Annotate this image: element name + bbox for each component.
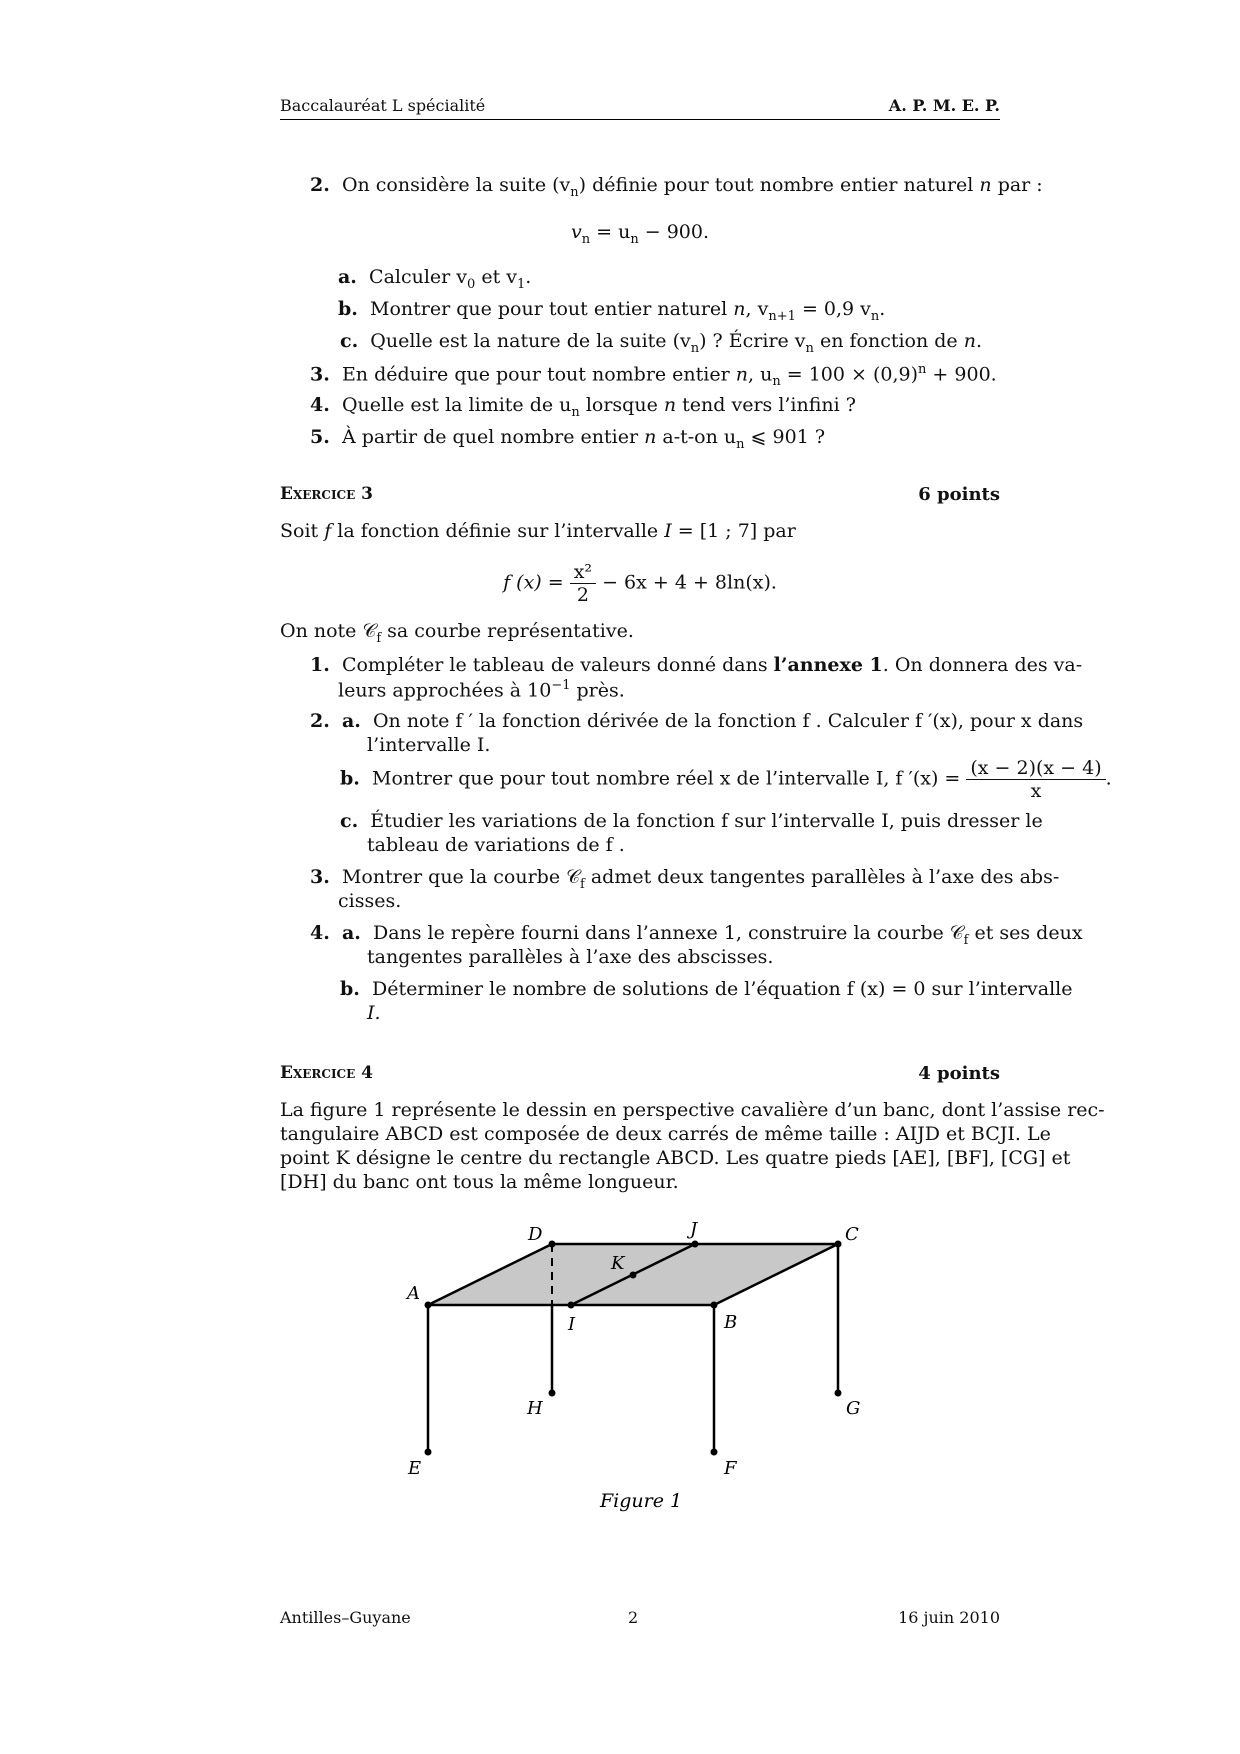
ex3-q4a-line1: 4. a. Dans le repère fourni dans l’annexe 1, construire la courbe 𝒞$_f$ et ses deux: [310, 922, 1083, 948]
point-G: [835, 1390, 842, 1397]
ex4-para-line1: La figure 1 représente le dessin en perspective cavalière d’un banc, dont l’assise rec-: [280, 1099, 1105, 1121]
q3: 3. En déduire que pour tout nombre entier n, $u_n = 100 \times (0,9)^n + 900$.: [310, 362, 997, 390]
ex3-q2c-line2: tableau de variations de f .: [367, 834, 625, 856]
label-I: I: [568, 1314, 576, 1335]
ex3-note: On note 𝒞$_f$ sa courbe représentative.: [280, 620, 634, 646]
label-J: J: [690, 1219, 698, 1240]
ex4-para-line3: point K désigne le centre du rectangle ABCD. Les quatre pieds [AE], [BF], [CG] et: [280, 1147, 1071, 1169]
point-K: [630, 1272, 637, 1279]
point-B: [711, 1302, 718, 1309]
q2b: b. Montrer que pour tout entier naturel n, $v_{n+1} = 0,9$ $v_n$.: [338, 298, 886, 324]
point-J: [692, 1241, 699, 1248]
bench-figure: [0, 1200, 1240, 1560]
label-D: D: [528, 1224, 543, 1245]
ex4-para-line2: tangulaire ABCD est composée de deux carrés de même taille : AIJD et BCJI. Le: [280, 1123, 1051, 1145]
ex3-q2a-line2: l’intervalle I.: [367, 734, 491, 756]
label-B: B: [724, 1312, 738, 1333]
q5: 5. À partir de quel nombre entier n a-t-on $u_n$ ⩽ 901 ?: [310, 426, 826, 452]
footer-page-number: 2: [628, 1608, 639, 1627]
ex3-q4b-line2: I.: [367, 1002, 381, 1024]
ex4-points: 4 points: [918, 1063, 1000, 1084]
point-A: [425, 1302, 432, 1309]
ex3-q1-line1: 1. Compléter le tableau de valeurs donné dans l’annexe 1. On donnera des va-: [310, 654, 1083, 676]
point-C: [835, 1241, 842, 1248]
ex3-q4b-line1: b. Déterminer le nombre de solutions de l’équation f (x) = 0 sur l’intervalle: [340, 978, 1073, 1000]
q4: 4. Quelle est la limite de $u_n$ lorsque n tend vers l’infini ?: [310, 394, 856, 420]
point-D: [549, 1241, 556, 1248]
label-F: F: [724, 1458, 737, 1479]
label-C: C: [845, 1224, 859, 1245]
ex3-q3-line1: 3. Montrer que la courbe 𝒞$_f$ admet deux tangentes parallèles à l’axe des abs-: [310, 866, 1060, 892]
q2a: a. Calculer $v_0$ et $v_1$.: [338, 266, 532, 292]
q2c: c. Quelle est la nature de la suite $(v_n)$ ? Écrire $v_n$ en fonction de n.: [340, 330, 983, 356]
ex4-para-line4: [DH] du banc ont tous la même longueur.: [280, 1171, 679, 1193]
ex3-intro: Soit f la fonction définie sur l’intervalle I = [1 ; 7] par: [280, 520, 796, 542]
ex3-q3-line2: cisses.: [338, 890, 402, 912]
q2-intro: 2. On considère la suite $(v_n)$ définie pour tout nombre entier naturel n par :: [310, 174, 1043, 200]
point-H: [549, 1390, 556, 1397]
ex3-points: 6 points: [918, 484, 1000, 505]
label-G: G: [846, 1398, 861, 1419]
footer-date: 16 juin 2010: [898, 1608, 1000, 1627]
figure-caption: Figure 1: [600, 1490, 683, 1512]
ex3-q2b: b. Montrer que pour tout nombre réel x de l’intervalle I, f ′(x) = $\frac{(x - 2)(x - 4)}{x}$ .: [340, 757, 1112, 802]
ex3-q2c-line1: c. Étudier les variations de la fonction f sur l’intervalle I, puis dresser le: [340, 810, 1043, 832]
header-publisher: A. P. M. E. P.: [888, 96, 1000, 115]
label-E: E: [408, 1458, 422, 1479]
point-F: [711, 1449, 718, 1456]
point-E: [425, 1449, 432, 1456]
label-H: H: [527, 1398, 543, 1419]
ex3-formula: f (x) = $\frac{\text{x²}}{2}$ − 6x + 4 + 8ln(x).: [503, 561, 777, 606]
ex4-title: Exercice 4: [280, 1063, 373, 1083]
point-I: [568, 1302, 575, 1309]
ex3-q1-line2: leurs approchées à $10^{-1}$ près.: [338, 678, 625, 702]
ex3-q2a-line1: 2. a. On note f ′ la fonction dérivée de la fonction f . Calculer f ′(x), pour x dans: [310, 710, 1084, 732]
q2-formula: $v_n = u_n - 900$.: [570, 221, 710, 247]
ex3-q4a-line2: tangentes parallèles à l’axe des abscisses.: [367, 946, 774, 968]
label-A: A: [407, 1283, 420, 1304]
header-rule: [280, 119, 1000, 120]
footer-location: Antilles–Guyane: [280, 1608, 411, 1627]
header-title: Baccalauréat L spécialité: [280, 96, 486, 115]
ex3-title: Exercice 3: [280, 484, 373, 504]
label-K: K: [611, 1253, 625, 1274]
